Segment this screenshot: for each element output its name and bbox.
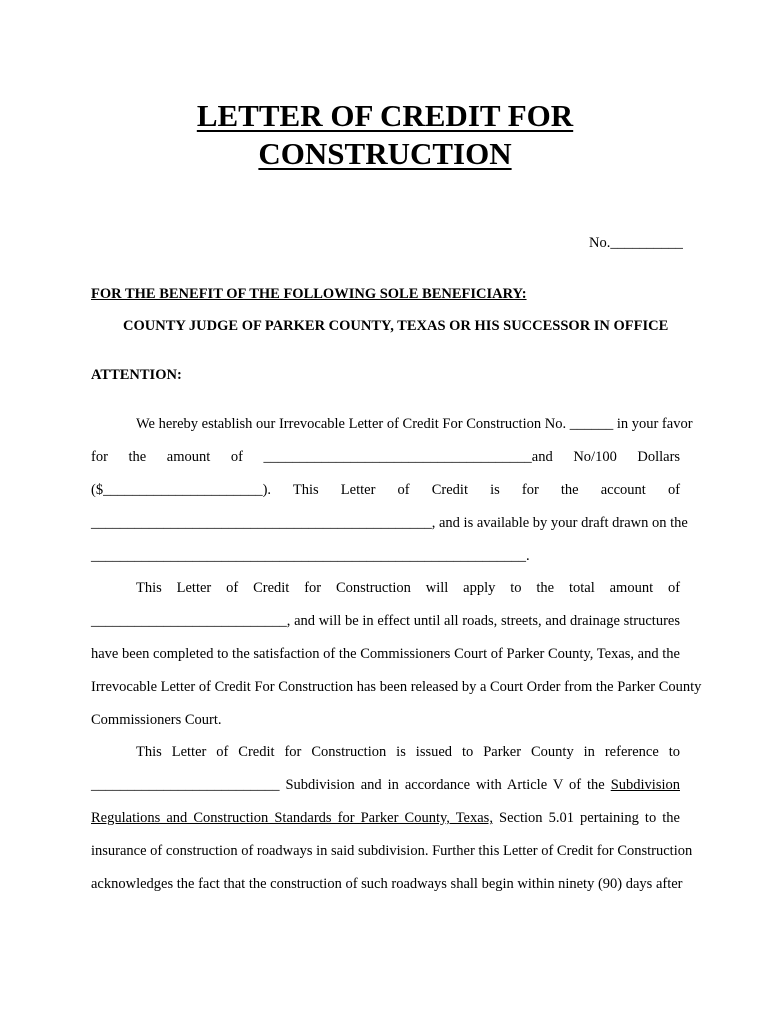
para1-line2: for the amount of _____________________________________and No/100 Dollars — [91, 449, 681, 465]
para1-line4: _______________________________________________, and is available by your draft drawn on the — [91, 515, 688, 531]
para3-line2: __________________________ Subdivision and in accordance with Article V of the Subdivision — [91, 777, 680, 793]
para1-line5: ____________________________________________________________. — [91, 548, 530, 564]
para3-line3: Regulations and Construction Standards for Parker County, Texas, Section 5.01 pertaining to the — [91, 810, 680, 826]
attention-label: ATTENTION: — [91, 367, 182, 383]
document-title-line2: CONSTRUCTION — [258, 136, 512, 171]
para3-line4: insurance of construction of roadways in said subdivision. Further this Letter of Credit for Construction — [91, 843, 693, 859]
para3-line1: This Letter of Credit for Construction is issued to Parker County in reference to — [136, 744, 680, 760]
letter-number-field: No.__________ — [589, 235, 683, 251]
beneficiary-name: COUNTY JUDGE OF PARKER COUNTY, TEXAS OR HIS SUCCESSOR IN OFFICE — [123, 318, 669, 334]
beneficiary-heading: FOR THE BENEFIT OF THE FOLLOWING SOLE BENEFICIARY: — [91, 286, 527, 302]
para2-line4: Irrevocable Letter of Credit For Construction has been released by a Court Order from the Parker County — [91, 679, 702, 695]
para2-line3: have been completed to the satisfaction of the Commissioners Court of Parker County, Texas, and the — [91, 646, 680, 662]
document-title-line1: LETTER OF CREDIT FOR — [196, 98, 574, 133]
para1-line1: We hereby establish our Irrevocable Letter of Credit For Construction No. ______ in your favor — [136, 416, 693, 432]
para2-line5: Commissioners Court. — [91, 712, 222, 728]
para2-line1: This Letter of Credit for Construction will apply to the total amount of — [136, 580, 681, 596]
para1-line3: ($______________________). This Letter of Credit is for the account of — [91, 482, 681, 498]
subdivision-reference-link-start: Subdivision — [610, 777, 680, 793]
para2-line2: ___________________________, and will be in effect until all roads, streets, and drainage structures — [91, 613, 680, 629]
subdivision-regulations-reference: Regulations and Construction Standards for Parker County, Texas, — [91, 810, 493, 826]
para3-line5: acknowledges the fact that the construction of such roadways shall begin within ninety (90) days after — [91, 876, 683, 892]
